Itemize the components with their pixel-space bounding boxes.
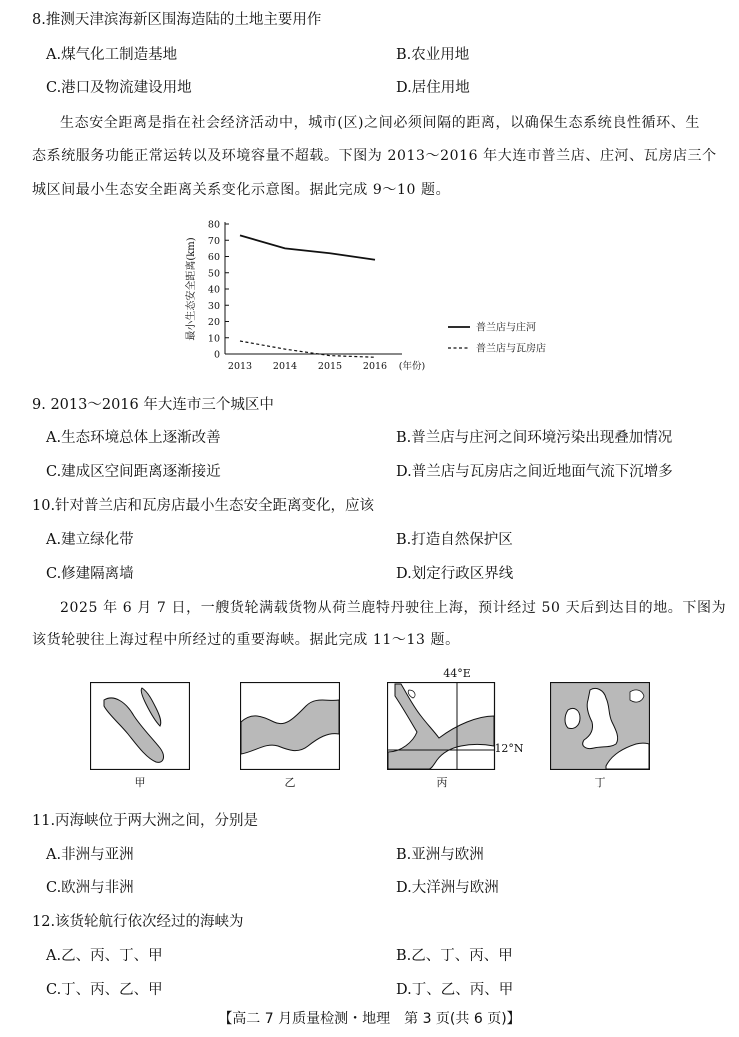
map-label-jia: 甲 <box>134 776 146 789</box>
q8-option-d[interactable]: D.居住用地 <box>396 80 470 96</box>
x-tick-label: 2015 <box>317 361 343 372</box>
strait-map-ding <box>550 682 650 770</box>
legend-label-2: 普兰店与瓦房店 <box>476 343 546 355</box>
line-chart <box>180 212 560 382</box>
y-tick-label: 80 <box>207 219 220 231</box>
q9-option-a[interactable]: A.生态环境总体上逐渐改善 <box>46 430 221 446</box>
y-tick-label: 20 <box>207 317 220 328</box>
y-tick-label: 0 <box>213 349 220 361</box>
passage1-line2: 态系统服务功能正常运转以及环境容量不超载。下图为 2013～2016 年大连市普兰店、庄河、瓦房店三个 <box>32 148 717 164</box>
map-lat-label: 12°N <box>494 742 524 755</box>
x-axis-label: (年份) <box>398 361 426 372</box>
q9-option-d[interactable]: D.普兰店与瓦房店之间近地面气流下沉增多 <box>396 464 673 480</box>
legend-label-1: 普兰店与庄河 <box>476 322 536 334</box>
y-tick-label: 70 <box>207 235 220 247</box>
x-tick-label: 2013 <box>227 361 253 372</box>
map-label-yi: 乙 <box>284 776 296 789</box>
y-tick-label: 60 <box>207 252 220 263</box>
passage1-line3: 城区间最小生态安全距离关系变化示意图。据此完成 9～10 题。 <box>32 182 451 198</box>
page-footer: 【高二 7 月质量检测・地理 第 3 页(共 6 页)】 <box>218 1011 521 1027</box>
q10-option-c[interactable]: C.修建隔离墙 <box>46 566 134 582</box>
q11-option-c[interactable]: C.欧洲与非洲 <box>46 880 134 896</box>
q10-option-b[interactable]: B.打造自然保护区 <box>396 532 513 548</box>
q10-option-d[interactable]: D.划定行政区界线 <box>396 566 514 582</box>
q12-stem: 12.该货轮航行依次经过的海峡为 <box>32 914 244 930</box>
y-tick-label: 10 <box>207 333 220 345</box>
passage2-line1: 2025 年 6 月 7 日，一艘货轮满载货物从荷兰鹿特丹驶往上海，预计经过 50 天后到达目的地。下图为 <box>60 600 727 616</box>
y-axis-label: 最小生态安全距离(km) <box>186 237 197 341</box>
q8-option-a[interactable]: A.煤气化工制造基地 <box>46 47 178 63</box>
q12-option-c[interactable]: C.丁、丙、乙、甲 <box>46 982 163 998</box>
series-line-2 <box>240 341 375 357</box>
passage1-line1: 生态安全距离是指在社会经济活动中，城市(区)之间必须间隔的距离，以确保生态系统良性循环、生 <box>60 115 700 131</box>
series-line-1 <box>240 235 375 259</box>
q9-stem: 9. 2013～2016 年大连市三个城区中 <box>32 397 274 413</box>
strait-map-jia <box>90 682 190 770</box>
y-tick-label: 40 <box>207 284 220 296</box>
q9-option-c[interactable]: C.建成区空间距离逐渐接近 <box>46 464 221 480</box>
map-label-ding: 丁 <box>594 776 606 789</box>
q11-stem: 11.丙海峡位于两大洲之间，分别是 <box>32 813 259 829</box>
q12-option-a[interactable]: A.乙、丙、丁、甲 <box>46 948 163 964</box>
q11-option-d[interactable]: D.大洋洲与欧洲 <box>396 880 499 896</box>
strait-map-yi <box>240 682 340 770</box>
q8-stem: 8.推测天津滨海新区围海造陆的土地主要用作 <box>32 12 322 28</box>
x-tick-label: 2016 <box>362 361 388 372</box>
map-label-bing: 丙 <box>436 776 448 789</box>
q12-option-b[interactable]: B.乙、丁、丙、甲 <box>396 948 513 964</box>
y-tick-label: 30 <box>207 300 220 312</box>
q8-option-b[interactable]: B.农业用地 <box>396 47 470 63</box>
q10-stem: 10.针对普兰店和瓦房店最小生态安全距离变化，应该 <box>32 498 375 514</box>
q11-option-a[interactable]: A.非洲与亚洲 <box>46 847 134 863</box>
q9-option-b[interactable]: B.普兰店与庄河之间环境污染出现叠加情况 <box>396 430 673 446</box>
y-tick-label: 50 <box>207 268 220 280</box>
q12-option-d[interactable]: D.丁、乙、丙、甲 <box>396 982 514 998</box>
q10-option-a[interactable]: A.建立绿化带 <box>46 532 134 548</box>
q11-option-b[interactable]: B.亚洲与欧洲 <box>396 847 484 863</box>
x-tick-label: 2014 <box>272 361 298 372</box>
q8-option-c[interactable]: C.港口及物流建设用地 <box>46 80 192 96</box>
strait-map-bing <box>387 682 497 770</box>
passage2-line2: 该货轮驶往上海过程中所经过的重要海峡。据此完成 11～13 题。 <box>32 632 460 648</box>
map-lon-label: 44°E <box>443 667 471 680</box>
